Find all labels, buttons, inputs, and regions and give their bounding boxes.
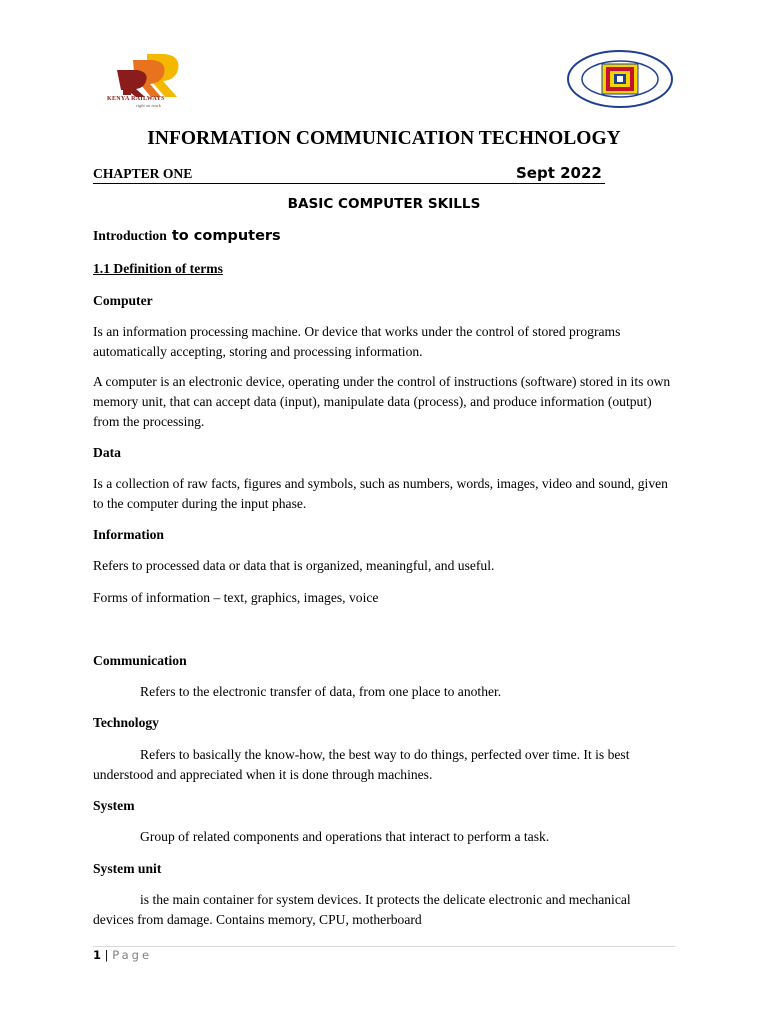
page-number: 1 <box>93 948 102 962</box>
term-heading-communication: Communication <box>93 653 187 668</box>
term-paragraph: Forms of information – text, graphics, images, voice <box>93 590 379 605</box>
railway-training-institute-logo <box>566 49 674 109</box>
term-paragraph: Is an information processing machine. Or device that works under the control of stored programs automatically accepting, storing and processing information. <box>93 324 621 359</box>
term-heading-computer: Computer <box>93 293 153 308</box>
term-heading-information: Information <box>93 527 164 542</box>
footer-separator: | <box>101 948 113 962</box>
kenya-railways-logo-text: KENYA RAILWAYS <box>107 96 165 102</box>
term-paragraph: Refers to the electronic transfer of data, from one place to another. <box>140 684 502 699</box>
term-paragraph: A computer is an electronic device, operating under the control of instructions (software) stored in its own memory unit, that can accept data (input), manipulate data (process), and produce information (output) from the processing. <box>93 374 671 429</box>
section-heading: 1.1 Definition of terms <box>93 261 223 276</box>
term-paragraph: Refers to basically the know-how, the best way to do things, perfected over time. It is best understood and appreciated when it is done through machines. <box>93 747 630 782</box>
intro-heading <box>93 227 281 245</box>
date-label: Sept 2022 <box>516 164 602 182</box>
term-heading-data: Data <box>93 445 121 460</box>
intro-heading-part-b: to computers <box>166 228 281 244</box>
footer-divider <box>93 946 675 947</box>
term-paragraph: is the main container for system devices. It protects the delicate electronic and mechanical devices from damage. Contains memory, CPU, motherboard <box>93 892 631 927</box>
page-label: Page <box>112 948 153 962</box>
term-heading-system: System <box>93 798 135 813</box>
intro-heading-part-a: Introduction <box>93 228 167 243</box>
term-paragraph: Group of related components and operations that interact to perform a task. <box>140 829 550 844</box>
chapter-label: CHAPTER ONE <box>93 166 193 181</box>
term-heading-system-unit: System unit <box>93 861 162 876</box>
document-title: INFORMATION COMMUNICATION TECHNOLOGY <box>147 128 621 149</box>
term-heading-technology: Technology <box>93 715 159 730</box>
subtitle: BASIC COMPUTER SKILLS <box>287 196 481 212</box>
term-paragraph: Is a collection of raw facts, figures and symbols, such as numbers, words, images, video and sound, given to the computer during the input phase. <box>93 476 668 511</box>
kenya-railways-tagline: right on track <box>136 103 161 108</box>
term-paragraph: Refers to processed data or data that is organized, meaningful, and useful. <box>93 558 495 573</box>
page-footer <box>93 948 152 962</box>
